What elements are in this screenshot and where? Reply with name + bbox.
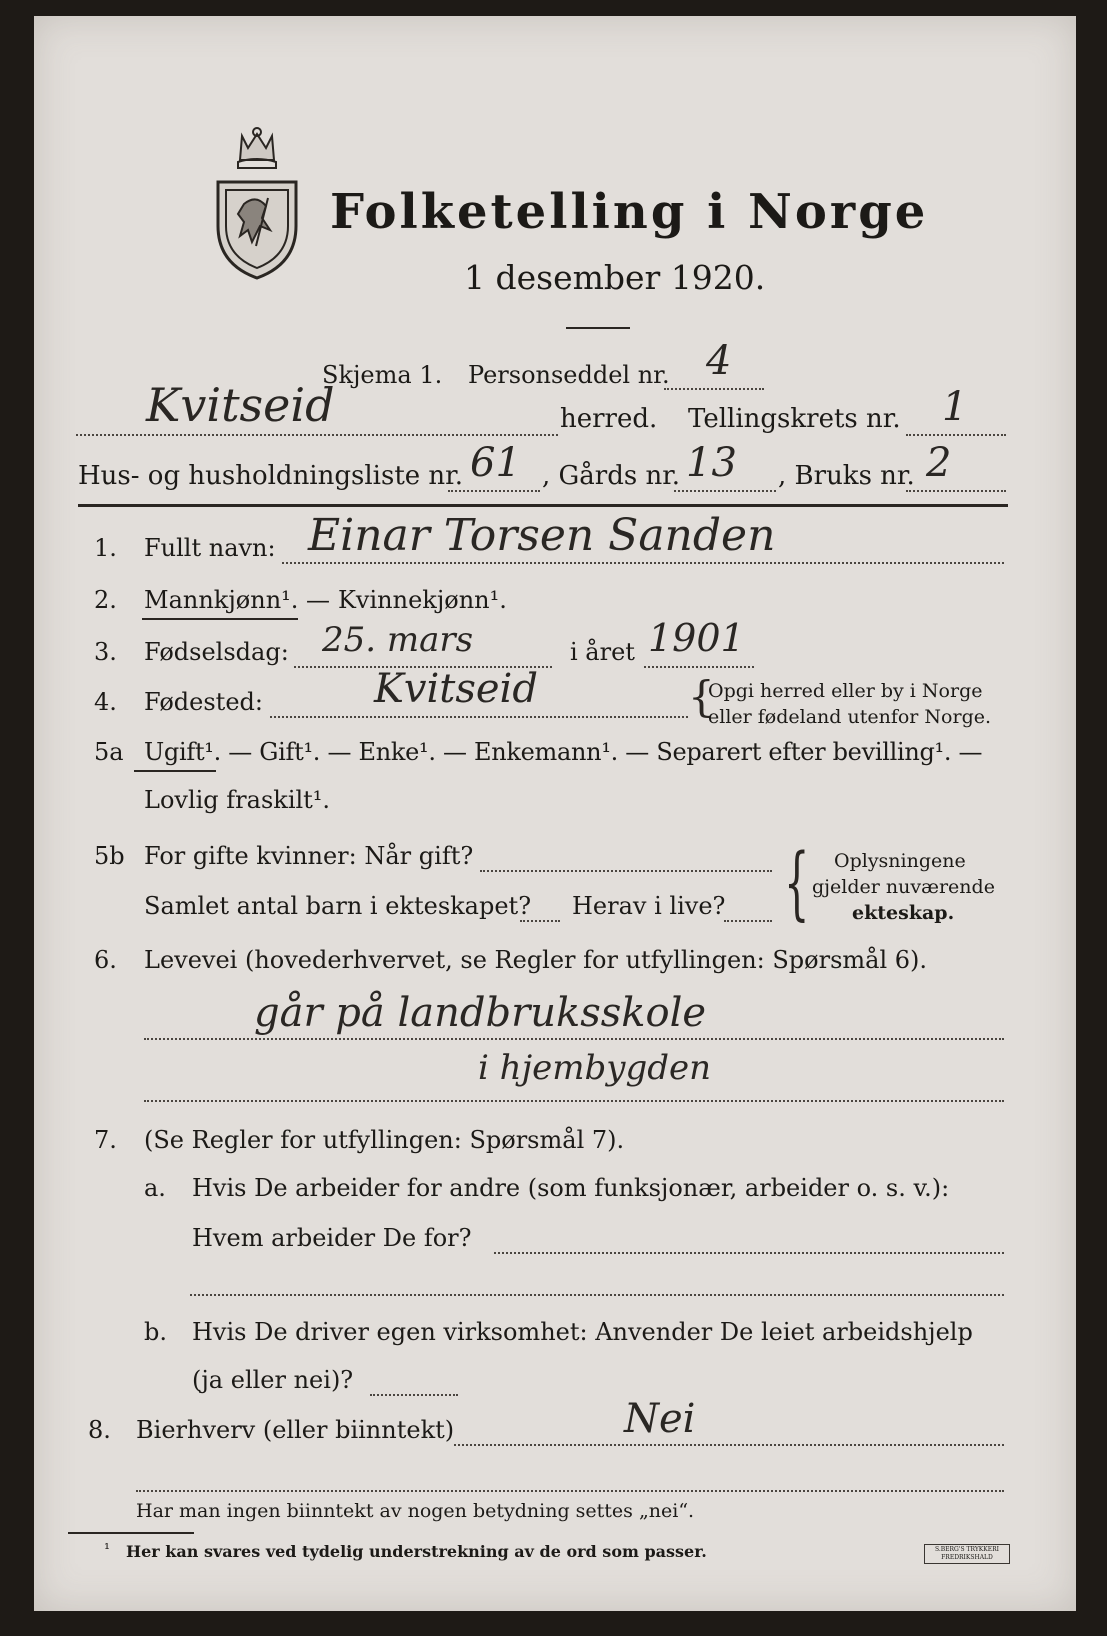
q5b-line1: For gifte kvinner: Når gift? xyxy=(144,842,474,870)
q8-number: 8. xyxy=(88,1416,111,1444)
q6-answer-2[interactable]: i hjembygden xyxy=(478,1048,712,1088)
q2-sep: — xyxy=(306,586,330,614)
q5b-children-line xyxy=(520,920,560,922)
bruks-value[interactable]: 2 xyxy=(926,440,952,486)
title-divider xyxy=(566,327,630,329)
q5b-note-3: ekteskap. xyxy=(852,902,955,924)
q4-note-2: eller fødeland utenfor Norge. xyxy=(708,706,992,728)
q7a-question: Hvem arbeider De for? xyxy=(192,1224,472,1252)
q5b-number: 5b xyxy=(94,842,125,870)
q1-label: Fullt navn: xyxy=(144,534,276,562)
q8-line-2 xyxy=(136,1490,1004,1492)
gards-line xyxy=(674,490,776,492)
q4-label: Fødested: xyxy=(144,688,263,716)
q5a-ugift-underline xyxy=(134,770,216,772)
gards-value[interactable]: 13 xyxy=(686,440,737,486)
krets-line xyxy=(906,434,1006,436)
krets-value[interactable]: 1 xyxy=(942,384,968,430)
q3-year-label: i året xyxy=(570,638,635,666)
herred-value[interactable]: Kvitseid xyxy=(146,378,335,432)
q7b-line xyxy=(370,1394,458,1396)
q4-number: 4. xyxy=(94,688,117,716)
q8-value[interactable]: Nei xyxy=(624,1396,696,1442)
footnote-mark: ¹ xyxy=(104,1540,111,1558)
coat-of-arms-icon xyxy=(212,126,302,282)
q2-male[interactable]: Mannkjønn¹. xyxy=(144,586,299,614)
q5a-options[interactable]: Ugift¹. — Gift¹. — Enke¹. — Enkemann¹. — Separert efter bevilling¹. — xyxy=(144,738,983,766)
personseddel-label: Personseddel nr. xyxy=(468,361,670,389)
q1-value[interactable]: Einar Torsen Sanden xyxy=(308,510,776,561)
q5a-options-line2[interactable]: Lovlig fraskilt¹. xyxy=(144,786,331,814)
herred-line xyxy=(76,434,558,436)
q3-number: 3. xyxy=(94,638,117,666)
q5b-married-line xyxy=(480,870,772,872)
q7b-text: Hvis De driver egen virksomhet: Anvender De leiet arbeidshjelp xyxy=(192,1318,973,1346)
header-divider xyxy=(78,504,1008,507)
q6-label: Levevei (hovederhvervet, se Regler for utfyllingen: Spørsmål 6). xyxy=(144,946,928,974)
biinntekt-note: Har man ingen biinntekt av nogen betydning settes „nei“. xyxy=(136,1500,695,1522)
q1-number: 1. xyxy=(94,534,117,562)
q5b-brace: { xyxy=(784,836,810,929)
krets-label: Tellingskrets nr. xyxy=(688,404,901,434)
census-form xyxy=(34,16,1076,1611)
q4-value[interactable]: Kvitseid xyxy=(374,666,538,712)
q1-line xyxy=(282,562,1004,564)
q3-year-value[interactable]: 1901 xyxy=(648,616,745,660)
q7a-number: a. xyxy=(144,1174,166,1202)
q7a-line-2 xyxy=(190,1294,1004,1296)
q7a-text: Hvis De arbeider for andre (som funksjonær, arbeider o. s. v.): xyxy=(192,1174,950,1202)
q5b-alive-line xyxy=(724,920,772,922)
q4-line xyxy=(270,716,688,718)
herred-label: herred. xyxy=(560,404,658,434)
q3-label: Fødselsdag: xyxy=(144,638,289,666)
footnote-text: Her kan svares ved tydelig understrekning av de ord som passer. xyxy=(126,1542,707,1561)
q7b-question: (ja eller nei)? xyxy=(192,1366,354,1394)
q3-value[interactable]: 25. mars xyxy=(322,620,474,660)
q2-number: 2. xyxy=(94,586,117,614)
schema-label: Skjema 1. xyxy=(322,361,443,389)
q7a-line-1 xyxy=(494,1252,1004,1254)
q5b-note-2: gjelder nuværende xyxy=(812,876,995,898)
q2-male-underline xyxy=(142,618,298,620)
hus-line xyxy=(448,490,540,492)
form-title: Folketelling i Norge xyxy=(330,184,929,240)
form-date: 1 desember 1920. xyxy=(464,258,766,297)
q6-line-1 xyxy=(144,1038,1004,1040)
q5b-note-1: Oplysningene xyxy=(834,850,966,872)
q3-year-line xyxy=(644,666,754,668)
personseddel-line xyxy=(664,388,764,390)
printer-stamp: S.BERG'S TRYKKERI FREDRIKSHALD xyxy=(924,1544,1010,1564)
q5a-number: 5a xyxy=(94,738,124,766)
hus-value[interactable]: 61 xyxy=(470,440,521,486)
hus-label: Hus- og husholdningsliste nr. xyxy=(78,461,464,491)
q5b-line2b: Herav i live? xyxy=(572,892,726,920)
q7-number: 7. xyxy=(94,1126,117,1154)
q8-label: Bierhverv (eller biinntekt) xyxy=(136,1416,455,1444)
q5b-line2a: Samlet antal barn i ekteskapet? xyxy=(144,892,532,920)
q6-line-2 xyxy=(144,1100,1004,1102)
personseddel-value[interactable]: 4 xyxy=(706,338,732,384)
footnote-divider xyxy=(68,1532,194,1534)
q7-label: (Se Regler for utfyllingen: Spørsmål 7). xyxy=(144,1126,625,1154)
gards-label: , Gårds nr. xyxy=(542,461,681,491)
bruks-label: , Bruks nr. xyxy=(778,461,915,491)
q6-answer-1[interactable]: går på landbruksskole xyxy=(254,990,707,1036)
q2-female[interactable]: Kvinnekjønn¹. xyxy=(338,586,507,614)
q4-note-1: Opgi herred eller by i Norge xyxy=(708,680,983,702)
q6-number: 6. xyxy=(94,946,117,974)
q8-line-1 xyxy=(454,1444,1004,1446)
q7b-number: b. xyxy=(144,1318,167,1346)
bruks-line xyxy=(906,490,1006,492)
q4-brace: { xyxy=(688,672,715,721)
